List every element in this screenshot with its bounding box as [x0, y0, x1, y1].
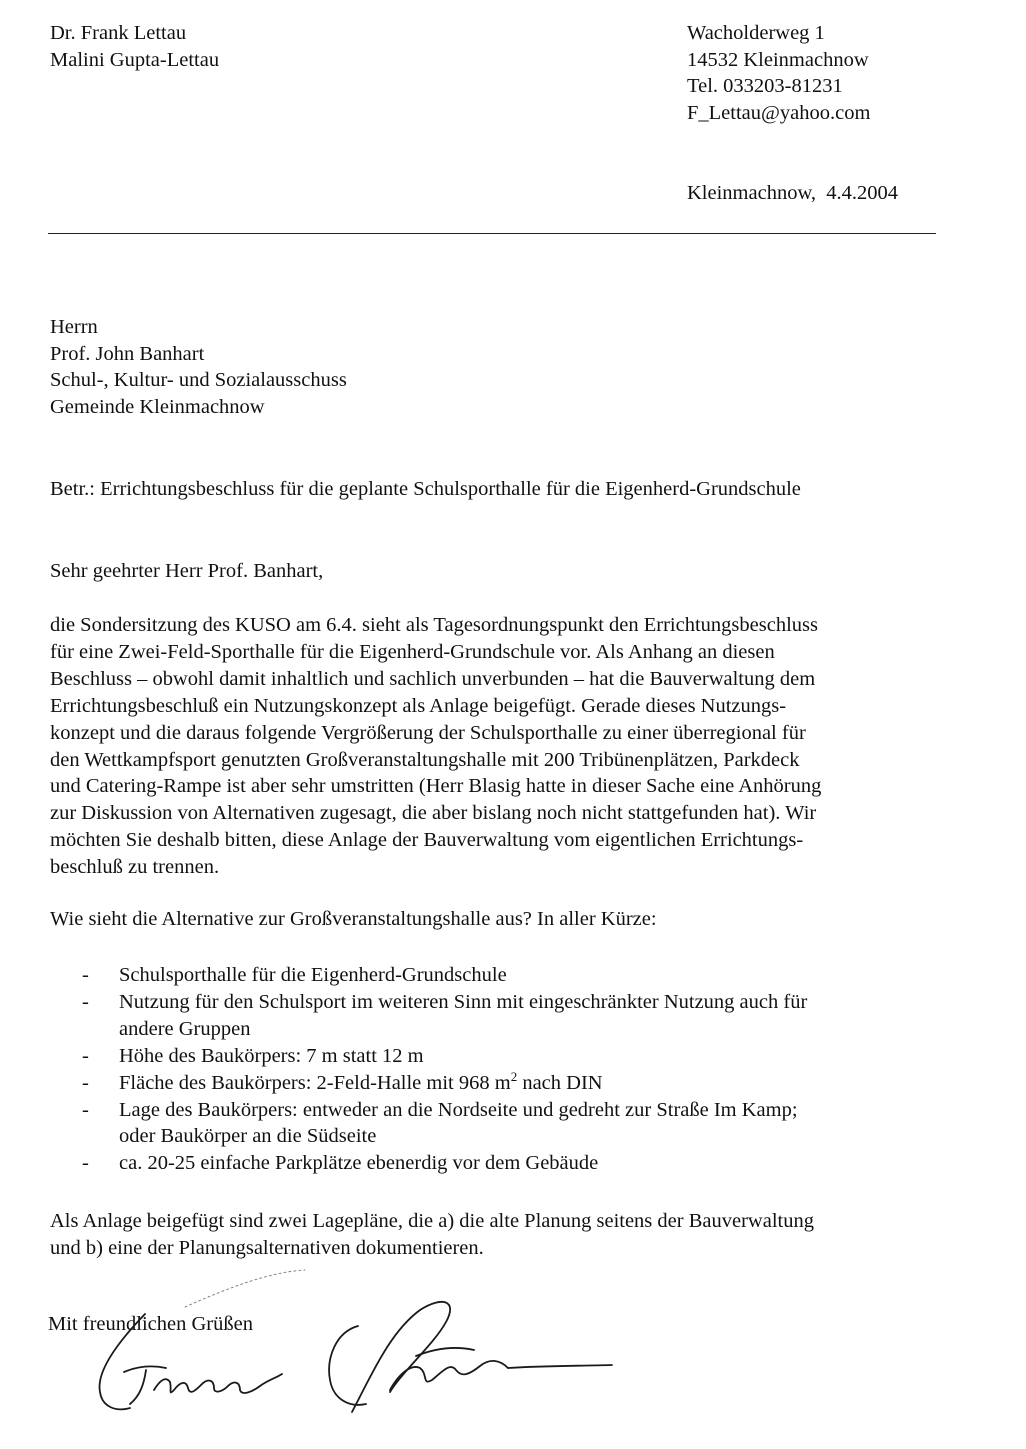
body-line: beschluß zu trennen.	[50, 856, 220, 879]
list-item-line: Nutzung für den Schulsport im weiteren Sinn mit eingeschränkter Nutzung auch für	[119, 990, 808, 1013]
closing-line: Als Anlage beigefügt sind zwei Lagepläne, die a) die alte Planung seitens der Bauverwaltung	[50, 1210, 814, 1232]
body-line: möchten Sie deshalb bitten, diese Anlage der Bauverwaltung vom eigentlichen Errichtungs-	[50, 829, 804, 852]
list-item-line: andere Gruppen	[119, 1017, 251, 1040]
list-item-line: ca. 20-25 einfache Parkplätze ebenerdig vor dem Gebäude	[119, 1152, 599, 1175]
area-suffix: nach DIN	[517, 1071, 603, 1094]
closing-paragraph	[50, 1208, 814, 1262]
body-line: Beschluss – obwohl damit inhaltlich und sachlich unverbunden – hat die Bauverwaltung dem	[50, 667, 816, 690]
sender-name: Malini Gupta-Lettau	[50, 48, 220, 71]
body-line: konzept und die daraus folgende Vergrößerung der Schulsporthalle zu einer überregional für	[50, 721, 806, 744]
list-item	[82, 1150, 807, 1177]
sender-phone: Tel. 033203-81231	[687, 75, 843, 97]
closing-greeting: Mit freundlichen Grüßen	[48, 1313, 253, 1335]
body-line: für eine Zwei-Feld-Sporthalle für die Eigenherd-Grundschule vor. Als Anhang an diesen	[50, 640, 775, 663]
letter-date: Kleinmachnow, 4.4.2004	[687, 182, 899, 204]
list-item	[82, 1097, 807, 1151]
sender-email: F_Lettau@yahoo.com	[687, 101, 871, 124]
handwritten-signature	[90, 1262, 630, 1432]
alternative-question: Wie sieht die Alternative zur Großveranstaltungshalle aus? In aller Kürze:	[50, 908, 657, 930]
closing-line: und b) eine der Planungsalternativen dokumentieren.	[50, 1236, 484, 1259]
list-item	[82, 962, 807, 989]
sender-street: Wacholderweg 1	[687, 22, 825, 44]
list-item	[82, 1070, 807, 1097]
recipient-address	[50, 314, 347, 420]
recipient-line: Gemeinde Kleinmachnow	[50, 395, 265, 418]
list-item	[82, 989, 807, 1043]
sender-names	[50, 20, 219, 73]
bullet-dash: -	[82, 1071, 89, 1094]
area-text: Fläche des Baukörpers: 2-Feld-Halle mit 968 m	[119, 1071, 511, 1094]
sender-city: 14532 Kleinmachnow	[687, 48, 869, 71]
list-item	[82, 1043, 807, 1070]
subject-line: Betr.: Errichtungsbeschluss für die geplante Schulsporthalle für die Eigenherd-Grundschule	[50, 478, 801, 500]
list-item-line: oder Baukörper an die Südseite	[119, 1125, 377, 1148]
sender-name: Dr. Frank Lettau	[50, 22, 187, 44]
header-divider	[48, 233, 936, 234]
alternative-list	[82, 962, 807, 1177]
recipient-line: Schul-, Kultur- und Sozialausschuss	[50, 369, 347, 391]
list-item-line: Höhe des Baukörpers: 7 m statt 12 m	[119, 1044, 424, 1067]
bullet-dash: -	[82, 1044, 89, 1067]
recipient-line: Prof. John Banhart	[50, 342, 205, 365]
body-line: und Catering-Rampe ist aber sehr umstritten (Herr Blasig hatte in dieser Sache eine Anhörung	[50, 775, 822, 798]
body-line: die Sondersitzung des KUSO am 6.4. sieht als Tagesordnungspunkt den Errichtungsbeschluss	[50, 614, 818, 636]
superscript-exponent: 2	[510, 1068, 518, 1084]
body-line: Errichtungsbeschluß ein Nutzungskonzept als Anlage beigefügt. Gerade dieses Nutzungs-	[50, 694, 787, 717]
sender-address	[687, 20, 870, 126]
bullet-dash: -	[82, 990, 89, 1013]
bullet-dash: -	[82, 1152, 89, 1175]
list-item-line: Lage des Baukörpers: entweder an die Nordseite und gedreht zur Straße Im Kamp;	[119, 1098, 798, 1121]
bullet-dash: -	[82, 964, 89, 986]
list-item-line	[119, 1070, 807, 1097]
recipient-line: Herrn	[50, 316, 98, 338]
list-item-line: Schulsporthalle für die Eigenherd-Grundschule	[119, 964, 507, 986]
bullet-dash: -	[82, 1098, 89, 1121]
body-line: zur Diskussion von Alternativen zugesagt, die aber bislang noch nicht stattgefunden hat). Wir	[50, 802, 817, 825]
body-line: den Wettkampfsport genutzten Großveranstaltungshalle mit 200 Tribünenplätzen, Parkdeck	[50, 748, 800, 771]
salutation: Sehr geehrter Herr Prof. Banhart,	[50, 560, 324, 582]
body-paragraph	[50, 612, 821, 881]
